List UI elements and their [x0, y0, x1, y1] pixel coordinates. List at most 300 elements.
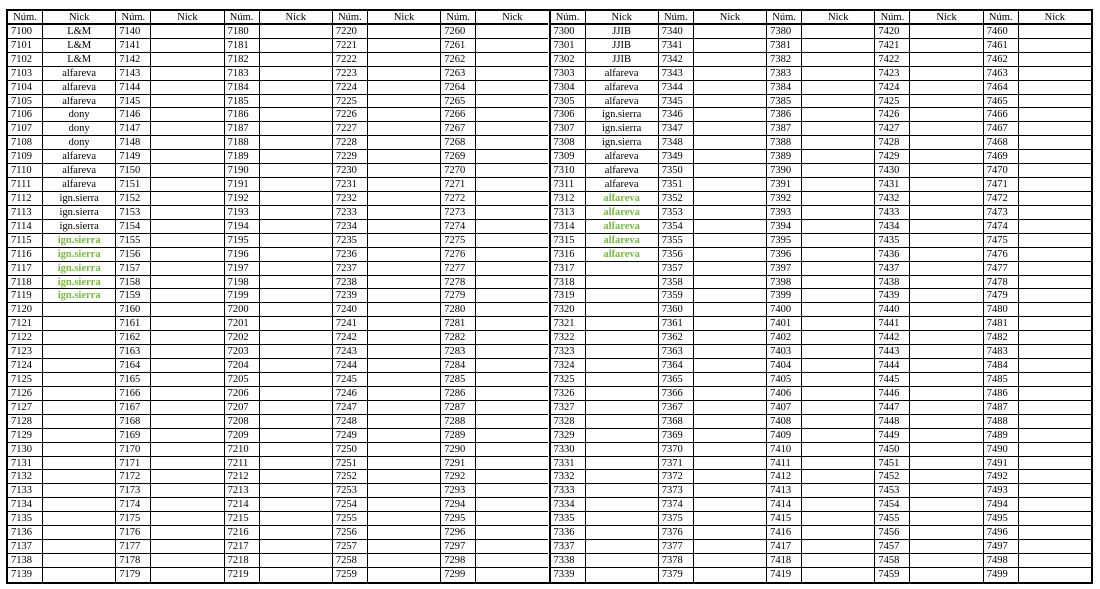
num-cell: 7284	[441, 359, 475, 373]
nick-cell	[910, 484, 982, 498]
num-cell: 7438	[875, 276, 909, 290]
nick-cell	[694, 39, 766, 53]
nick-cell	[802, 359, 874, 373]
num-cell: 7391	[767, 178, 801, 192]
nick-cell	[802, 526, 874, 540]
num-cell: 7296	[441, 526, 475, 540]
nick-cell	[1019, 317, 1091, 331]
nick-cell	[802, 331, 874, 345]
nick-cell	[368, 178, 440, 192]
num-cell: 7437	[875, 262, 909, 276]
num-cell: 7381	[767, 39, 801, 53]
nick-cell	[1019, 401, 1091, 415]
nick-cell	[368, 429, 440, 443]
num-cell: 7138	[8, 554, 42, 568]
nick-cell: alfareva	[43, 178, 115, 192]
num-cell: 7261	[441, 39, 475, 53]
nick-cell	[151, 373, 223, 387]
num-header: Núm.	[984, 11, 1018, 25]
num-cell: 7285	[441, 373, 475, 387]
nick-cell	[694, 192, 766, 206]
nick-cell	[476, 387, 548, 401]
num-cell: 7306	[551, 108, 585, 122]
num-cell: 7155	[116, 234, 150, 248]
num-cell: 7402	[767, 331, 801, 345]
nick-cell	[368, 331, 440, 345]
num-cell: 7457	[875, 540, 909, 554]
nick-cell	[694, 81, 766, 95]
nick-cell	[368, 512, 440, 526]
num-cell: 7343	[659, 67, 693, 81]
num-cell: 7195	[225, 234, 259, 248]
nick-cell	[476, 122, 548, 136]
num-cell: 7319	[551, 289, 585, 303]
num-cell: 7390	[767, 164, 801, 178]
num-cell: 7346	[659, 108, 693, 122]
num-cell: 7359	[659, 289, 693, 303]
nick-cell	[586, 443, 658, 457]
nick-cell	[694, 387, 766, 401]
nick-cell	[368, 443, 440, 457]
nick-cell	[43, 540, 115, 554]
num-cell: 7387	[767, 122, 801, 136]
num-cell: 7422	[875, 53, 909, 67]
num-cell: 7416	[767, 526, 801, 540]
nick-cell	[694, 150, 766, 164]
num-cell: 7249	[333, 429, 367, 443]
num-column	[659, 11, 694, 582]
nick-header: Nick	[1019, 11, 1091, 25]
nick-cell	[1019, 554, 1091, 568]
table-block	[549, 11, 1092, 582]
nick-cell	[368, 345, 440, 359]
nick-cell	[1019, 108, 1091, 122]
num-cell: 7405	[767, 373, 801, 387]
num-cell: 7308	[551, 136, 585, 150]
nick-cell	[368, 317, 440, 331]
nick-cell	[910, 526, 982, 540]
num-cell: 7330	[551, 443, 585, 457]
num-cell: 7320	[551, 303, 585, 317]
nick-cell	[694, 484, 766, 498]
num-cell: 7162	[116, 331, 150, 345]
nick-cell	[802, 443, 874, 457]
num-cell: 7182	[225, 53, 259, 67]
num-cell: 7112	[8, 192, 42, 206]
num-cell: 7132	[8, 470, 42, 484]
nick-cell	[260, 540, 332, 554]
num-cell: 7469	[984, 150, 1018, 164]
nick-cell	[151, 317, 223, 331]
num-cell: 7273	[441, 206, 475, 220]
nick-cell	[260, 122, 332, 136]
nick-cell	[802, 122, 874, 136]
num-cell: 7358	[659, 276, 693, 290]
column-pair	[658, 11, 766, 582]
nick-cell	[694, 526, 766, 540]
nick-cell	[910, 429, 982, 443]
num-cell: 7279	[441, 289, 475, 303]
nick-cell: L&M	[43, 53, 115, 67]
num-cell: 7169	[116, 429, 150, 443]
nick-header: Nick	[910, 11, 982, 25]
num-cell: 7372	[659, 470, 693, 484]
num-cell: 7175	[116, 512, 150, 526]
num-cell: 7463	[984, 67, 1018, 81]
num-cell: 7361	[659, 317, 693, 331]
nick-cell	[586, 470, 658, 484]
nick-cell	[260, 317, 332, 331]
num-cell: 7455	[875, 512, 909, 526]
nick-cell	[260, 498, 332, 512]
num-cell: 7498	[984, 554, 1018, 568]
num-cell: 7267	[441, 122, 475, 136]
num-cell: 7269	[441, 150, 475, 164]
num-cell: 7400	[767, 303, 801, 317]
nick-cell	[368, 234, 440, 248]
num-cell: 7373	[659, 484, 693, 498]
nick-cell: alfareva	[586, 248, 658, 262]
num-cell: 7275	[441, 234, 475, 248]
nick-cell	[368, 248, 440, 262]
nick-cell	[151, 554, 223, 568]
nick-column	[1019, 11, 1091, 582]
num-cell: 7224	[333, 81, 367, 95]
nick-cell	[694, 95, 766, 109]
nick-cell	[586, 526, 658, 540]
nick-cell	[1019, 498, 1091, 512]
nick-cell	[802, 373, 874, 387]
nick-cell	[802, 470, 874, 484]
num-cell: 7363	[659, 345, 693, 359]
nick-cell	[694, 359, 766, 373]
num-cell: 7495	[984, 512, 1018, 526]
num-cell: 7335	[551, 512, 585, 526]
num-cell: 7298	[441, 554, 475, 568]
num-cell: 7235	[333, 234, 367, 248]
nick-cell	[151, 206, 223, 220]
num-cell: 7332	[551, 470, 585, 484]
num-cell: 7435	[875, 234, 909, 248]
num-cell: 7212	[225, 470, 259, 484]
num-cell: 7324	[551, 359, 585, 373]
num-cell: 7465	[984, 95, 1018, 109]
nick-cell	[368, 387, 440, 401]
num-cell: 7338	[551, 554, 585, 568]
nick-cell	[260, 206, 332, 220]
nick-cell	[151, 136, 223, 150]
num-cell: 7421	[875, 39, 909, 53]
nick-cell	[43, 415, 115, 429]
num-cell: 7353	[659, 206, 693, 220]
nick-cell	[260, 373, 332, 387]
num-cell: 7300	[551, 25, 585, 39]
nick-cell	[802, 81, 874, 95]
num-cell: 7494	[984, 498, 1018, 512]
num-cell: 7452	[875, 470, 909, 484]
nick-cell	[694, 317, 766, 331]
num-cell: 7161	[116, 317, 150, 331]
num-cell: 7434	[875, 220, 909, 234]
nick-cell	[1019, 150, 1091, 164]
num-cell: 7225	[333, 95, 367, 109]
num-cell: 7268	[441, 136, 475, 150]
nick-cell	[260, 220, 332, 234]
num-cell: 7170	[116, 443, 150, 457]
num-cell: 7414	[767, 498, 801, 512]
num-cell: 7309	[551, 150, 585, 164]
num-cell: 7403	[767, 345, 801, 359]
num-cell: 7376	[659, 526, 693, 540]
num-cell: 7230	[333, 164, 367, 178]
nick-cell	[802, 303, 874, 317]
num-cell: 7259	[335, 568, 357, 580]
num-cell: 7445	[875, 373, 909, 387]
column-pair	[332, 11, 440, 582]
nick-cell	[368, 540, 440, 554]
nick-cell	[910, 234, 982, 248]
nick-cell	[910, 289, 982, 303]
num-cell: 7157	[116, 262, 150, 276]
nick-cell	[910, 498, 982, 512]
nick-cell	[43, 373, 115, 387]
num-cell: 7120	[8, 303, 42, 317]
nick-cell	[476, 192, 548, 206]
nick-cell	[802, 317, 874, 331]
nick-cell	[694, 470, 766, 484]
nick-cell	[694, 345, 766, 359]
nick-cell	[910, 136, 982, 150]
num-cell: 7257	[333, 540, 367, 554]
column-pair	[440, 11, 548, 582]
num-cell: 7417	[767, 540, 801, 554]
nick-cell	[43, 457, 115, 471]
nick-cell	[476, 373, 548, 387]
nick-cell	[802, 206, 874, 220]
num-cell: 7364	[659, 359, 693, 373]
num-cell: 7453	[875, 484, 909, 498]
nick-cell	[260, 415, 332, 429]
num-cell: 7103	[8, 67, 42, 81]
num-cell: 7432	[875, 192, 909, 206]
nick-cell	[476, 81, 548, 95]
num-column	[767, 11, 802, 582]
nick-cell	[910, 359, 982, 373]
num-cell: 7289	[441, 429, 475, 443]
nick-cell	[260, 108, 332, 122]
num-cell: 7179	[119, 568, 141, 580]
nick-cell	[586, 387, 658, 401]
num-cell: 7118	[8, 276, 42, 290]
nick-cell	[1019, 457, 1091, 471]
num-cell: 7467	[984, 122, 1018, 136]
num-cell: 7481	[984, 317, 1018, 331]
nick-cell	[802, 192, 874, 206]
nick-cell	[694, 108, 766, 122]
num-cell: 7137	[8, 540, 42, 554]
num-cell: 7318	[551, 276, 585, 290]
num-cell: 7331	[551, 457, 585, 471]
nick-cell	[802, 512, 874, 526]
num-cell: 7253	[333, 484, 367, 498]
num-cell: 7131	[8, 457, 42, 471]
nick-cell	[586, 498, 658, 512]
num-cell: 7178	[116, 554, 150, 568]
num-cell: 7286	[441, 387, 475, 401]
nick-cell	[1019, 276, 1091, 290]
nick-cell	[151, 526, 223, 540]
num-cell: 7228	[333, 136, 367, 150]
num-column	[875, 11, 910, 582]
num-cell: 7311	[551, 178, 585, 192]
nick-cell	[260, 39, 332, 53]
nick-cell	[260, 554, 332, 568]
nick-cell	[1019, 136, 1091, 150]
num-cell: 7424	[875, 81, 909, 95]
num-cell: 7133	[8, 484, 42, 498]
num-cell: 7149	[116, 150, 150, 164]
nick-header: Nick	[802, 11, 874, 25]
num-cell: 7466	[984, 108, 1018, 122]
num-cell: 7110	[8, 164, 42, 178]
nick-cell	[151, 234, 223, 248]
nick-cell	[43, 303, 115, 317]
num-cell: 7444	[875, 359, 909, 373]
nick-cell	[694, 568, 766, 582]
num-cell: 7365	[659, 373, 693, 387]
nick-cell	[151, 95, 223, 109]
nick-cell: alfareva	[43, 150, 115, 164]
nick-cell: ign.sierra	[43, 248, 115, 262]
nick-cell	[694, 122, 766, 136]
num-cell: 7433	[875, 206, 909, 220]
num-cell: 7334	[551, 498, 585, 512]
num-cell: 7345	[659, 95, 693, 109]
num-cell: 7213	[225, 484, 259, 498]
num-cell: 7202	[225, 331, 259, 345]
num-cell: 7148	[116, 136, 150, 150]
nick-header: Nick	[476, 11, 548, 25]
nick-cell	[368, 289, 440, 303]
column-pair	[874, 11, 982, 582]
nick-cell	[694, 220, 766, 234]
nick-cell	[586, 331, 658, 345]
nick-cell	[694, 234, 766, 248]
nick-cell	[1019, 248, 1091, 262]
nick-cell	[586, 345, 658, 359]
nick-cell	[910, 248, 982, 262]
num-cell: 7404	[767, 359, 801, 373]
nick-cell	[368, 401, 440, 415]
num-cell: 7233	[333, 206, 367, 220]
nick-cell	[1019, 359, 1091, 373]
nick-cell	[368, 220, 440, 234]
num-cell: 7239	[333, 289, 367, 303]
num-cell: 7377	[659, 540, 693, 554]
num-cell: 7283	[441, 345, 475, 359]
nick-cell	[586, 289, 658, 303]
num-cell: 7160	[116, 303, 150, 317]
nick-cell	[476, 262, 548, 276]
nick-cell	[368, 415, 440, 429]
nick-cell	[151, 289, 223, 303]
nick-cell	[802, 540, 874, 554]
num-cell: 7166	[116, 387, 150, 401]
num-cell: 7362	[659, 331, 693, 345]
nick-cell: JJIB	[586, 53, 658, 67]
nick-cell	[368, 470, 440, 484]
nick-cell	[260, 470, 332, 484]
num-cell: 7496	[984, 526, 1018, 540]
num-cell: 7302	[551, 53, 585, 67]
nick-cell	[476, 443, 548, 457]
nick-cell	[694, 401, 766, 415]
num-cell: 7341	[659, 39, 693, 53]
num-cell: 7392	[767, 192, 801, 206]
nick-cell: alfareva	[586, 81, 658, 95]
num-cell: 7352	[659, 192, 693, 206]
nick-cell	[694, 248, 766, 262]
num-cell: 7305	[551, 95, 585, 109]
num-cell: 7127	[8, 401, 42, 415]
num-cell: 7136	[8, 526, 42, 540]
num-cell: 7196	[225, 248, 259, 262]
nick-cell	[910, 512, 982, 526]
nick-cell	[151, 498, 223, 512]
nick-cell	[586, 568, 658, 582]
num-cell: 7342	[659, 53, 693, 67]
nick-cell	[260, 276, 332, 290]
num-cell: 7425	[875, 95, 909, 109]
num-cell: 7111	[8, 178, 42, 192]
nick-cell	[586, 540, 658, 554]
num-header: Núm.	[441, 11, 475, 25]
num-cell: 7102	[8, 53, 42, 67]
num-cell: 7436	[875, 248, 909, 262]
num-cell: 7171	[116, 457, 150, 471]
nick-cell	[151, 512, 223, 526]
nick-cell	[260, 262, 332, 276]
nick-header: Nick	[43, 11, 115, 25]
nick-cell	[1019, 303, 1091, 317]
nick-column	[802, 11, 874, 582]
nick-cell	[368, 122, 440, 136]
nick-cell	[43, 401, 115, 415]
nick-cell	[586, 303, 658, 317]
num-cell: 7454	[875, 498, 909, 512]
num-cell: 7442	[875, 331, 909, 345]
nick-cell	[476, 568, 548, 582]
num-cell: 7484	[984, 359, 1018, 373]
nick-cell: ign.sierra	[43, 289, 115, 303]
nick-cell	[586, 262, 658, 276]
num-cell: 7462	[984, 53, 1018, 67]
num-cell: 7176	[116, 526, 150, 540]
num-cell: 7492	[984, 470, 1018, 484]
num-cell: 7271	[441, 178, 475, 192]
num-cell: 7223	[333, 67, 367, 81]
num-cell: 7180	[225, 25, 259, 39]
nick-cell	[368, 484, 440, 498]
nick-cell: alfareva	[586, 178, 658, 192]
num-cell: 7264	[441, 81, 475, 95]
nick-cell: ign.sierra	[586, 108, 658, 122]
num-cell: 7487	[984, 401, 1018, 415]
num-cell: 7415	[767, 512, 801, 526]
num-cell: 7241	[333, 317, 367, 331]
num-cell: 7281	[441, 317, 475, 331]
num-cell: 7107	[8, 122, 42, 136]
